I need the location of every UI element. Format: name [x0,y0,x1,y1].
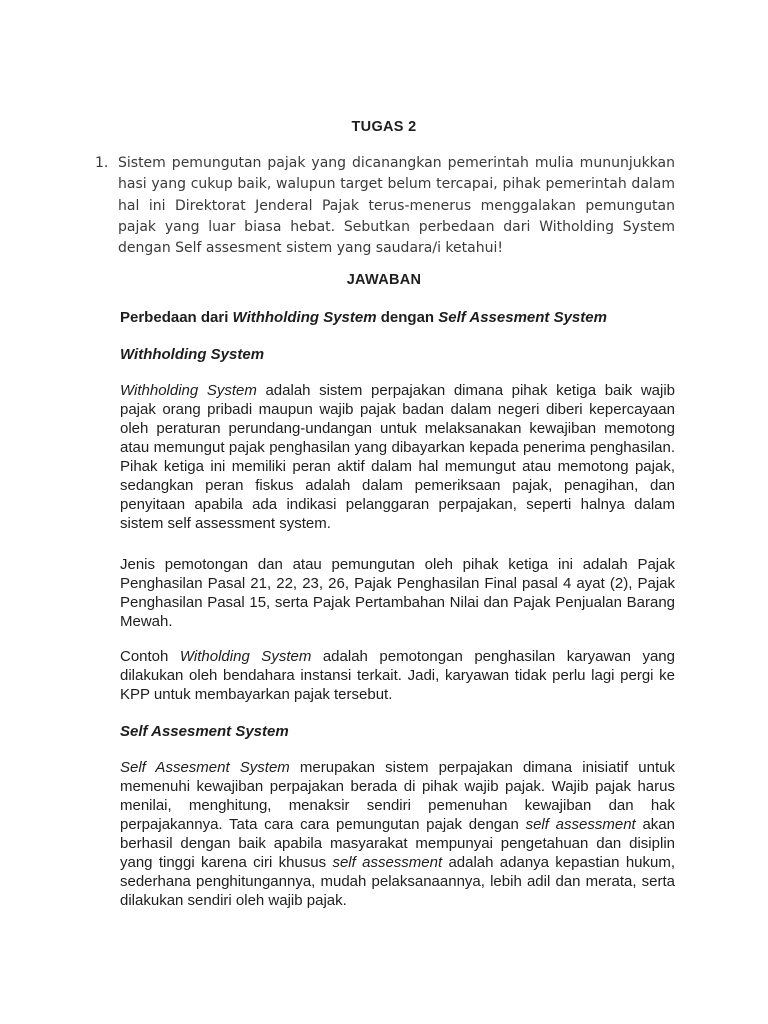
self-assessment-heading [120,722,675,741]
withholding-paragraph-2: Jenis pemotongan dan atau pemungutan oleh pihak ketiga ini adalah Pajak Penghasilan Pasal 21, 22, 23, 26, Pajak Penghasilan Final pasal 4 ayat (2), Pajak Penghasilan Pasal 15, serta Pajak Pertambahan Nilai dan Pajak Penjualan Barang Mewah. [120,556,675,630]
comparison-heading-part-c: dengan [376,309,439,326]
question-text: Sistem pemungutan pajak yang dicanangkan pemerintah mulia mununjukkan hasi yang cukup baik, walupun target belum tercapai, pihak pemerintah dalam hal ini Direktorat Jenderal Pajak terus-menerus menggalakan pemungutan pajak yang luar biasa hebat. Sebutkan perbedaan dari Witholding System dengan Self assesment sistem yang saudara/i ketahui! [118,155,675,257]
withholding-paragraph-1-text: adalah sistem perpajakan dimana pihak ketiga baik wajib pajak orang pribadi maupun wajib pajak badan dalam negeri diberi kepercayaan oleh peraturan perundang-undangan untuk melaksanakan kewajiban memotong atau memungut pajak penghasilan yang dibayarkan kepada penerima penghasilan. Pihak ketiga ini memiliki peran aktif dalam hal memungut atau memotong pajak, sedangkan peran fiskus adalah dalam pemeriksaan pajak, penagihan, dan penyitaan apabila ada indikasi pelanggaran perpajakan, seperti halnya dalam sistem self assessment system. [120,382,676,532]
document-title: TUGAS 2 [351,119,417,135]
withholding-paragraph-3-lead: Contoh [120,648,180,665]
self-assessment-term: Self Assesment System [120,759,290,776]
withholding-heading [120,345,675,364]
self-assessment-term-2: self assessment [525,816,636,833]
question-item [95,153,675,259]
withholding-heading-text: Withholding System [120,346,265,363]
withholding-paragraph-1 [120,381,675,533]
comparison-heading-part-a: Perbedaan dari [120,309,233,326]
self-assessment-heading-text: Self Assesment System [120,723,289,740]
witholding-term: Witholding System [179,648,312,665]
withholding-term: Withholding System [120,382,257,399]
self-assessment-paragraph [120,758,675,910]
comparison-heading-term-1: Withholding System [232,309,377,326]
withholding-paragraph-3-text: adalah pemotongan penghasilan karyawan yang dilakukan oleh bendahara instansi terkait. Jadi, karyawan tidak perlu lagi pergi ke KPP untuk membayarkan pajak tersebut. [120,648,675,703]
self-assessment-text-2: akan berhasil dengan baik apabila masyarakat mempunyai pengetahuan dan disiplin yang tinggi karena ciri khusus [120,816,675,871]
answer-heading: JAWABAN [346,272,422,288]
self-assessment-term-3: self assessment [332,854,443,871]
self-assessment-text-1: merupakan sistem perpajakan dimana inisiatif untuk memenuhi kewajiban perpajakan berada di pihak wajib pajak. Wajib pajak harus menilai, menghitung, menaksir sendiri pemenuhan kewajiban dan hak perpajakannya. Tata cara cara pemungutan pajak dengan [120,759,675,833]
withholding-paragraph-3 [120,647,675,704]
question-number: 1. [95,155,109,171]
self-assessment-text-3: adalah adanya kepastian hukum, sederhana penghitungannya, mudah pelaksanaannya, lebih adil dan merata, serta dilakukan sendiri oleh wajib pajak. [120,854,676,909]
comparison-heading-term-2: Self Assesment System [438,309,607,326]
comparison-heading [120,308,675,327]
